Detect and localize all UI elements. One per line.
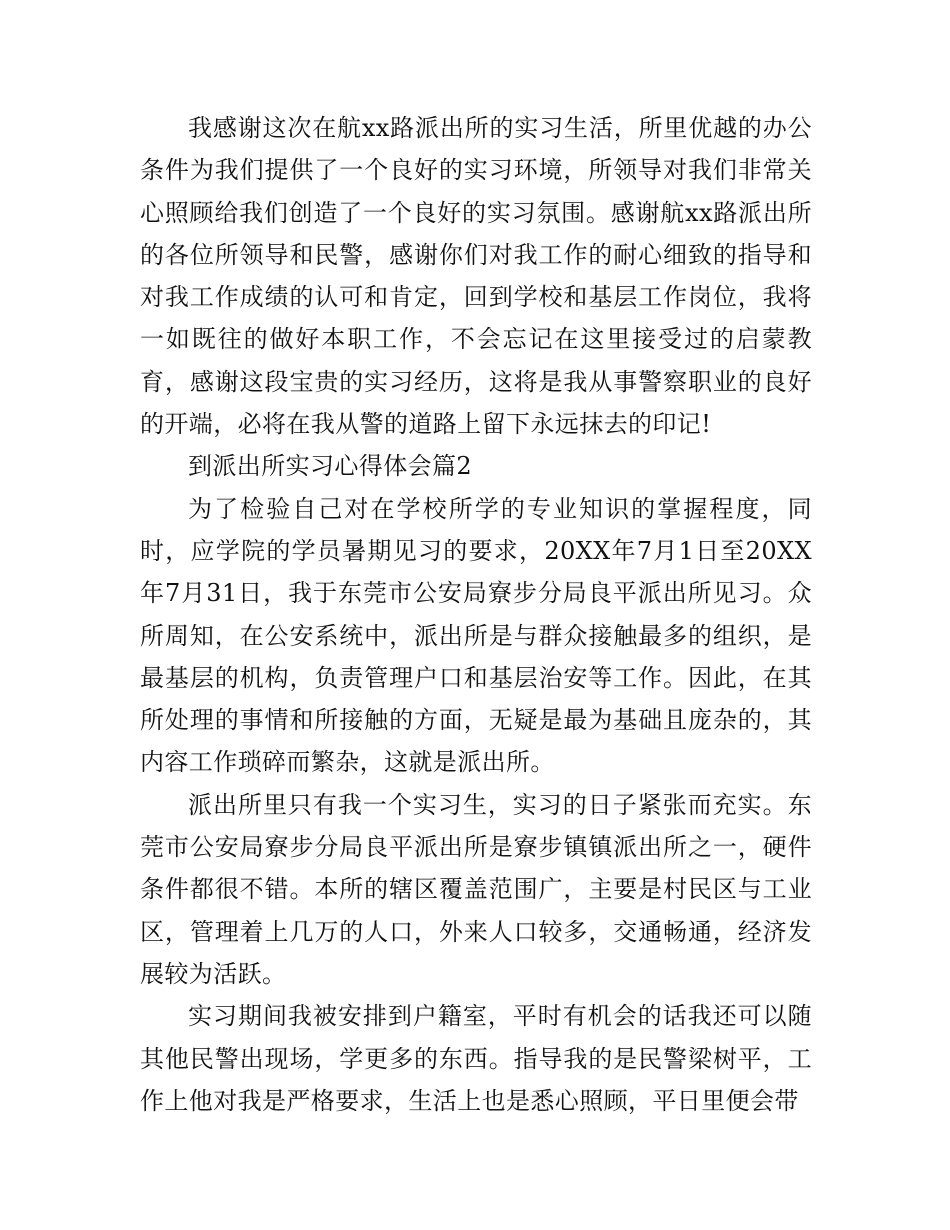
section-heading: 到派出所实习心得体会篇2 [188,452,473,481]
paragraph-internship-assignment: 实习期间我被安排到户籍室，平时有机会的话我还可以随其他民警出现场，学更多的东西。指导我的是民警梁树平，工作上他对我是严格要求，生活上也是悉心照顾，平日里便会带 [140,1002,812,1115]
paragraph-gratitude: 我感谢这次在航xx路派出所的实习生活，所里优越的办公条件为我们提供了一个良好的实习环境，所领导对我们非常关心照顾给我们创造了一个良好的实习氛围。感谢航xx路派出所的各位所领导和民警，感谢你们对我工作的耐心细致的指导和对我工作成绩的认可和肯定，回到学校和基层工作岗位，我将一如既往的做好本职工作，不会忘记在这里接受过的启蒙教育，感谢这段宝贵的实习经历，这将是我从事警察职业的良好的开端，必将在我从警的道路上留下永远抹去的印记! [140,114,812,439]
paragraph-purpose: 为了检验自己对在学校所学的专业知识的掌握程度，同时，应学院的学员暑期见习的要求，20XX年7月1日至20XX年7月31日，我于东莞市公安局寮步分局良平派出所见习。众所周知，在公安系统中，派出所是与群众接触最多的组织，是最基层的机构，负责管理户口和基层治安等工作。因此，在其所处理的事情和所接触的方面，无疑是最为基础且庞杂的，其内容工作琐碎而繁杂，这就是派出所。 [140,494,812,777]
document-body [140,107,812,1122]
paragraph-station-intro: 派出所里只有我一个实习生，实习的日子紧张而充实。东莞市公安局寮步分局良平派出所是寮步镇镇派出所之一，硬件条件都很不错。本所的辖区覆盖范围广，主要是村民区与工业区，管理着上几万的人口，外来人口较多，交通畅通，经济发展较为活跃。 [140,790,812,988]
